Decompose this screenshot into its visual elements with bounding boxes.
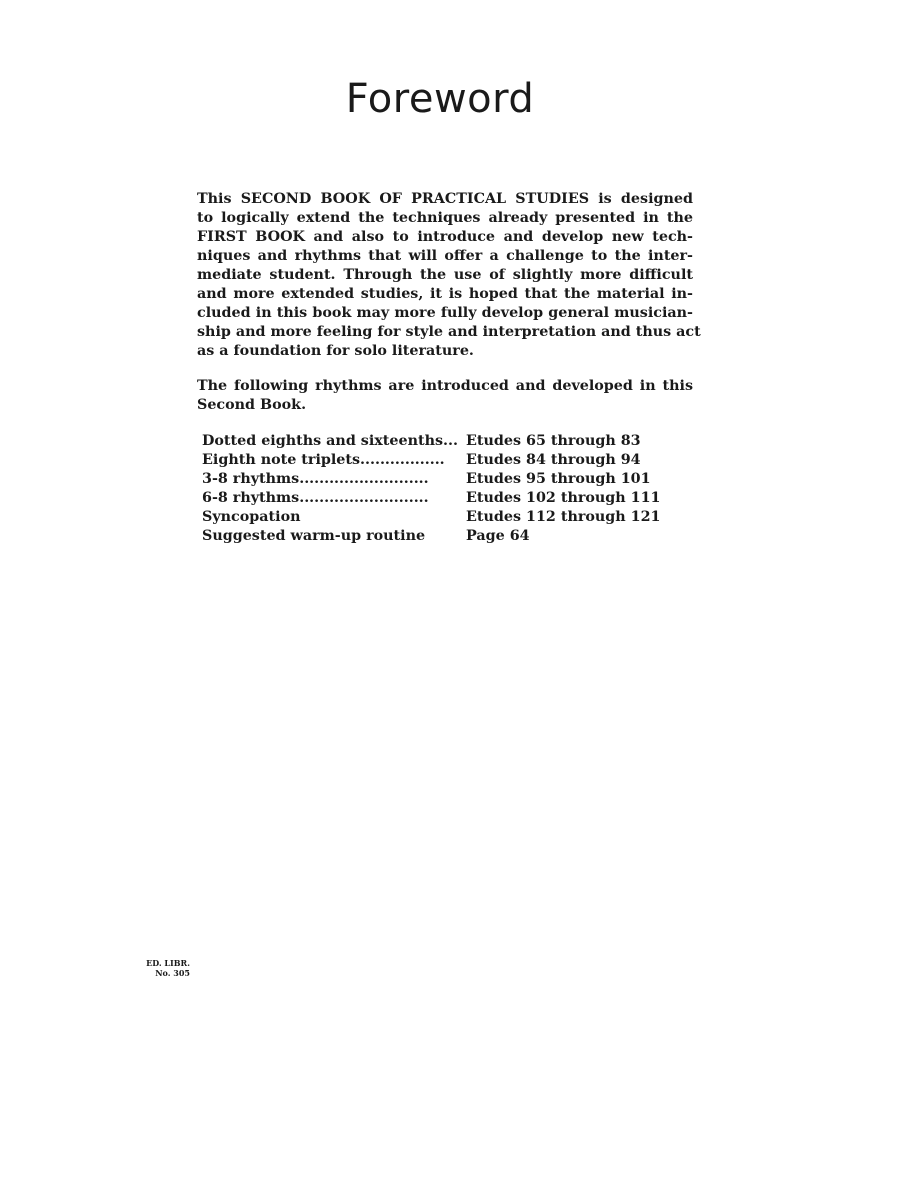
intro-line: niques and rhythms that will offer a challenge to the inter- [197, 248, 693, 264]
rhythms-intro-line: Second Book. [197, 397, 307, 413]
rhythm-location: Etudes 112 through 121 [466, 509, 661, 525]
rhythm-topic: 3-8 rhythms.......................... [202, 471, 429, 487]
edition-line: No. 305 [155, 968, 190, 978]
rhythm-topic: Dotted eighths and sixteenths... [202, 433, 458, 449]
table-row [202, 432, 661, 451]
intro-paragraph [197, 190, 701, 361]
table-row [202, 508, 661, 527]
rhythm-topic: 6-8 rhythms.......................... [202, 490, 429, 506]
edition-line: ED. LIBR. [146, 958, 190, 968]
intro-line: to logically extend the techniques already presented in the [197, 210, 693, 226]
rhythm-topic: Syncopation [202, 509, 301, 525]
rhythm-table [202, 432, 661, 546]
intro-line: and more extended studies, it is hoped that the material in- [197, 286, 693, 302]
rhythm-topic: Eighth note triplets................. [202, 452, 445, 468]
table-row [202, 489, 661, 508]
intro-line: as a foundation for solo literature. [197, 343, 474, 359]
intro-line: mediate student. Through the use of slightly more difficult [197, 267, 693, 283]
rhythms-intro-line: The following rhythms are introduced and developed in this [197, 378, 693, 394]
intro-line: FIRST BOOK and also to introduce and develop new tech- [197, 229, 693, 245]
intro-line: ship and more feeling for style and interpretation and thus act [197, 324, 701, 340]
table-row [202, 527, 661, 546]
table-row [202, 451, 661, 470]
edition-number [130, 958, 190, 978]
rhythm-topic: Suggested warm-up routine [202, 528, 426, 544]
rhythm-location: Etudes 102 through 111 [466, 490, 661, 506]
rhythm-location: Etudes 84 through 94 [466, 452, 641, 468]
rhythms-intro-paragraph [197, 377, 693, 415]
intro-line: cluded in this book may more fully develop general musician- [197, 305, 693, 321]
intro-line: This SECOND BOOK OF PRACTICAL STUDIES is designed [197, 191, 693, 207]
table-row [202, 470, 661, 489]
rhythm-location: Etudes 95 through 101 [466, 471, 651, 487]
rhythm-location: Page 64 [466, 528, 530, 544]
rhythm-location: Etudes 65 through 83 [466, 433, 641, 449]
page-title: Foreword [345, 76, 535, 122]
